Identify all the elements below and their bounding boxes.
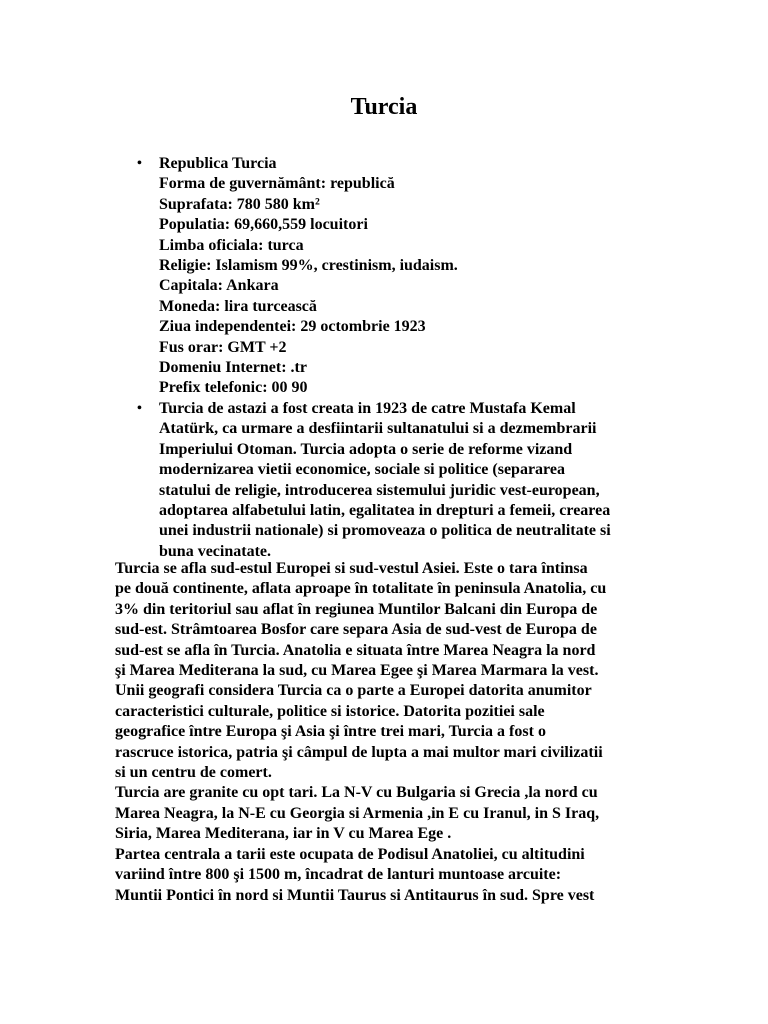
body-paragraphs xyxy=(115,559,675,906)
bullet-text-line: Ziua independentei: 29 octombrie 1923 xyxy=(159,318,426,336)
body-text-line: Muntii Pontici în nord si Muntii Taurus si Antitaurus în sud. Spre vest xyxy=(115,886,595,904)
bullet-text-line: Prefix telefonic: 00 90 xyxy=(159,379,308,397)
body-text-line: pe două continente, aflata aproape în totalitate în peninsula Anatolia, cu xyxy=(115,580,607,598)
body-text-line: sud-est. Strâmtoarea Bosfor care separa Asia de sud-vest de Europa de xyxy=(115,621,597,639)
bullet-text-line: Capitala: Ankara xyxy=(159,277,279,295)
bullet-text-line: buna vecinatate. xyxy=(159,542,271,560)
bullet-text-line: Turcia de astazi a fost creata in 1923 de catre Mustafa Kemal xyxy=(159,399,576,417)
body-text-line: 3% din teritoriul sau aflat în regiunea Muntilor Balcani din Europa de xyxy=(115,600,598,618)
body-text-line: variind între 800 şi 1500 m, încadrat de lanturi muntoase arcuite: xyxy=(115,866,562,884)
body-text-line: caracteristici culturale, politice si istorice. Datorita pozitiei sale xyxy=(115,702,545,720)
bullet-text-line: modernizarea vietii economice, sociale si politice (separarea xyxy=(159,461,565,479)
bullet-text-line: Suprafata: 780 580 km² xyxy=(159,195,320,213)
bullet-text-line: Moneda: lira turcească xyxy=(159,297,317,315)
body-text-line: Turcia se afla sud-estul Europei si sud-vestul Asiei. Este o tara întinsa xyxy=(115,560,588,577)
body-text-line: Siria, Marea Mediterana, iar in V cu Marea Ege . xyxy=(115,825,452,843)
body-text-line: Unii geografi considera Turcia ca o parte a Europei datorita anumitor xyxy=(115,682,592,700)
bullet-text-line: statului de religie, introducerea sistemului juridic vest-european, xyxy=(159,481,600,499)
body-text-line: geografice între Europa şi Asia şi între trei mari, Turcia a fost o xyxy=(115,723,546,741)
bullet-text-line: Religie: Islamism 99%, crestinism, iudaism. xyxy=(159,257,458,275)
bullet-text-line: Republica Turcia xyxy=(159,155,277,172)
bullet-text-line: Imperiului Otoman. Turcia adopta o serie de reforme vizand xyxy=(159,440,573,458)
body-text-line: Turcia are granite cu opt tari. La N-V cu Bulgaria si Grecia ,la nord cu xyxy=(115,784,598,802)
body-text-line: Partea centrala a tarii este ocupata de Podisul Anatoliei, cu altitudini xyxy=(115,845,585,863)
bullet-dot-icon: • xyxy=(137,156,142,171)
bullet-dot-icon: • xyxy=(137,400,142,416)
bullet-text-line: unei industrii nationale) si promoveaza o politica de neutralitate si xyxy=(159,522,611,540)
bullet-text-line: Limba oficiala: turca xyxy=(159,236,304,254)
body-text-line: şi Marea Mediterana la sud, cu Marea Egee şi Marea Marmara la vest. xyxy=(115,662,599,680)
body-text-line: sud-est se afla în Turcia. Anatolia e situata între Marea Neagra la nord xyxy=(115,641,596,659)
bullet-text-line: Atatürk, ca urmare a desfiintarii sultanatului si a dezmembrarii xyxy=(159,420,597,438)
bullet-text-line: adoptarea alfabetului latin, egalitatea in drepturi a femeii, crearea xyxy=(159,501,611,519)
bullet-item xyxy=(0,154,679,399)
body-text-line: si un centru de comert. xyxy=(115,764,272,782)
body-text-line: Marea Neagra, la N-E cu Georgia si Armenia ,in E cu Iranul, in S Iraq, xyxy=(115,804,600,822)
bullet-item xyxy=(0,399,679,562)
bullet-list xyxy=(0,154,768,562)
body-text-line: rascruce istorica, patria şi câmpul de lupta a mai multor mari civilizatii xyxy=(115,743,603,761)
bullet-text-line: Fus orar: GMT +2 xyxy=(159,338,287,356)
page-title: Turcia xyxy=(350,94,418,120)
bullet-text-line: Forma de guvernământ: republică xyxy=(159,175,395,193)
bullet-text-line: Domeniu Internet: .tr xyxy=(159,359,307,377)
bullet-text-line: Populatia: 69,660,559 locuitori xyxy=(159,216,368,234)
